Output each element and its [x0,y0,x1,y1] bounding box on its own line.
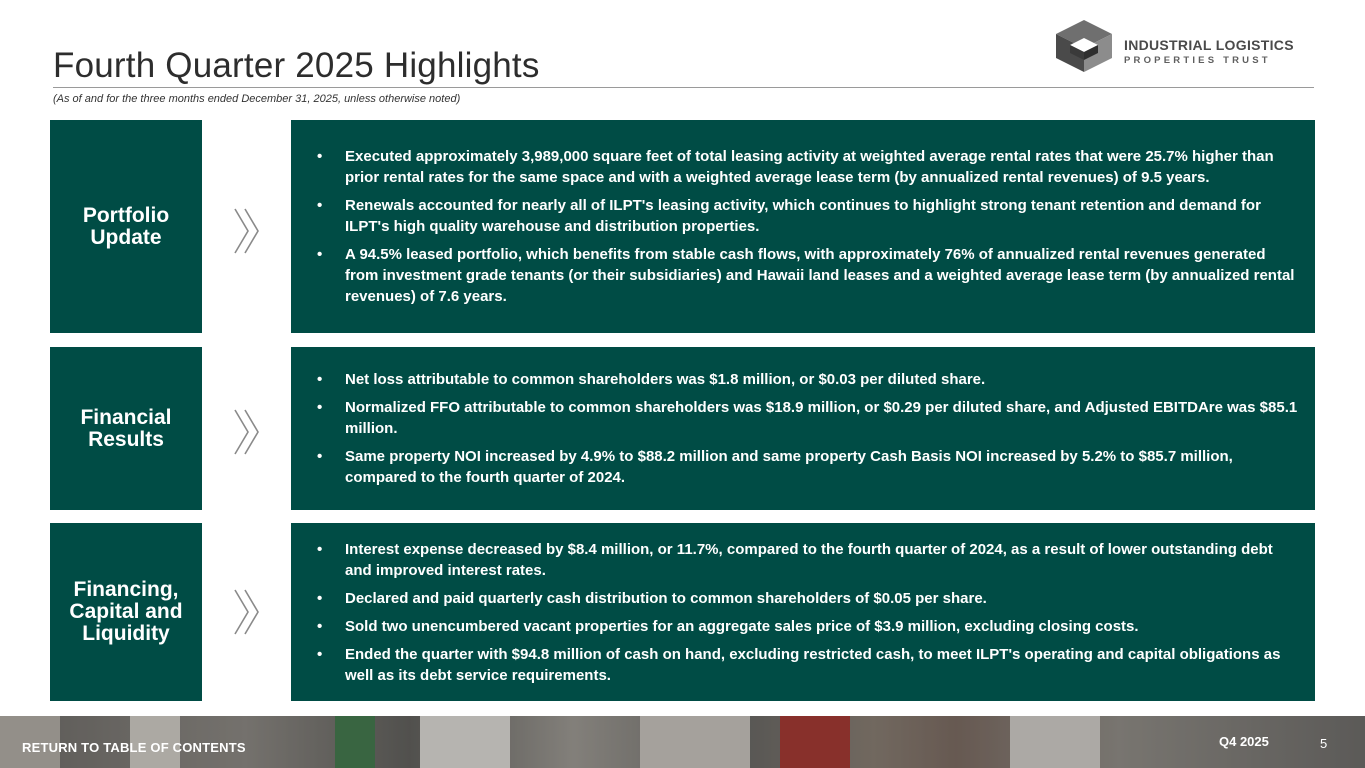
section-label-line: Update [90,225,162,249]
section-label-portfolio-update [50,120,202,333]
page-subtitle: (As of and for the three months ended December 31, 2025, unless otherwise noted) [53,93,461,105]
section-label-line: Financing, [73,578,179,601]
page-title: Fourth Quarter 2025 Highlights [53,46,540,85]
company-name-line1: INDUSTRIAL LOGISTICS [1124,37,1294,53]
section-label-line: Portfolio [82,203,170,227]
bullet-item: • Renewals accounted for nearly all of ILPT's leasing activity, which continues to highlight strong tenant retention and demand for ILPT's high quality warehouse and distribution properties. [317,195,1303,237]
chevron-right-icon [232,588,262,636]
section-label-line: Results [88,427,164,451]
section-body-financial-results [291,347,1315,510]
cube-logo-icon [1054,20,1114,72]
section-label-financial-results [50,347,202,510]
footer-quarter: Q4 2025 [1219,734,1269,749]
bullet-item: • Net loss attributable to common shareholders was $1.8 million, or $0.03 per diluted share. [317,369,1303,390]
bullet-item: • Sold two unencumbered vacant properties for an aggregate sales price of $3.9 million, excluding closing costs. [317,616,1303,637]
bullet-item: • Interest expense decreased by $8.4 million, or 11.7%, compared to the fourth quarter of 2024, as a result of lower outstanding debt and improved interest rates. [317,539,1303,581]
bullet-item: • Ended the quarter with $94.8 million of cash on hand, excluding restricted cash, to meet ILPT's operating and capital obligations as well as its debt service requirements. [317,644,1303,686]
bullet-item: • Normalized FFO attributable to common shareholders was $18.9 million, or $0.29 per diluted share, and Adjusted EBITDAre was $85.1 million. [317,397,1303,439]
company-name-line2: PROPERTIES TRUST [1124,55,1271,66]
footer-banner [0,716,1365,768]
title-divider [53,87,1314,88]
section-body-portfolio-update [291,120,1315,333]
section-label-line: Capital and [69,600,183,623]
bullet-item: • Declared and paid quarterly cash distribution to common shareholders of $0.05 per share. [317,588,1303,609]
company-name [1124,37,1294,66]
bullet-item: • Same property NOI increased by 4.9% to $88.2 million and same property Cash Basis NOI increased by 5.2% to $85.7 million, compared to the fourth quarter of 2024. [317,446,1303,488]
bullet-item: • Executed approximately 3,989,000 square feet of total leasing activity at weighted average rental rates that were 25.7% higher than prior rental rates for the same space and with a weighted average lease term (by annualized rental revenues) of 9.5 years. [317,146,1303,188]
section-label-line: Financial [80,405,172,429]
chevron-right-icon [232,207,262,255]
section-label-line: Liquidity [82,622,170,645]
bullet-item: • A 94.5% leased portfolio, which benefits from stable cash flows, with approximately 76% of annualized rental revenues generated from investment grade tenants (or their subsidiaries) and Hawaii land leases and a weighted average lease term (by annualized rental revenues) of 7.6 years. [317,244,1303,307]
chevron-right-icon [232,408,262,456]
return-to-toc-link[interactable]: RETURN TO TABLE OF CONTENTS [22,740,246,755]
page-number: 5 [1320,736,1328,751]
section-body-financing-capital-liquidity [291,523,1315,701]
section-label-financing-capital-liquidity [50,523,202,701]
